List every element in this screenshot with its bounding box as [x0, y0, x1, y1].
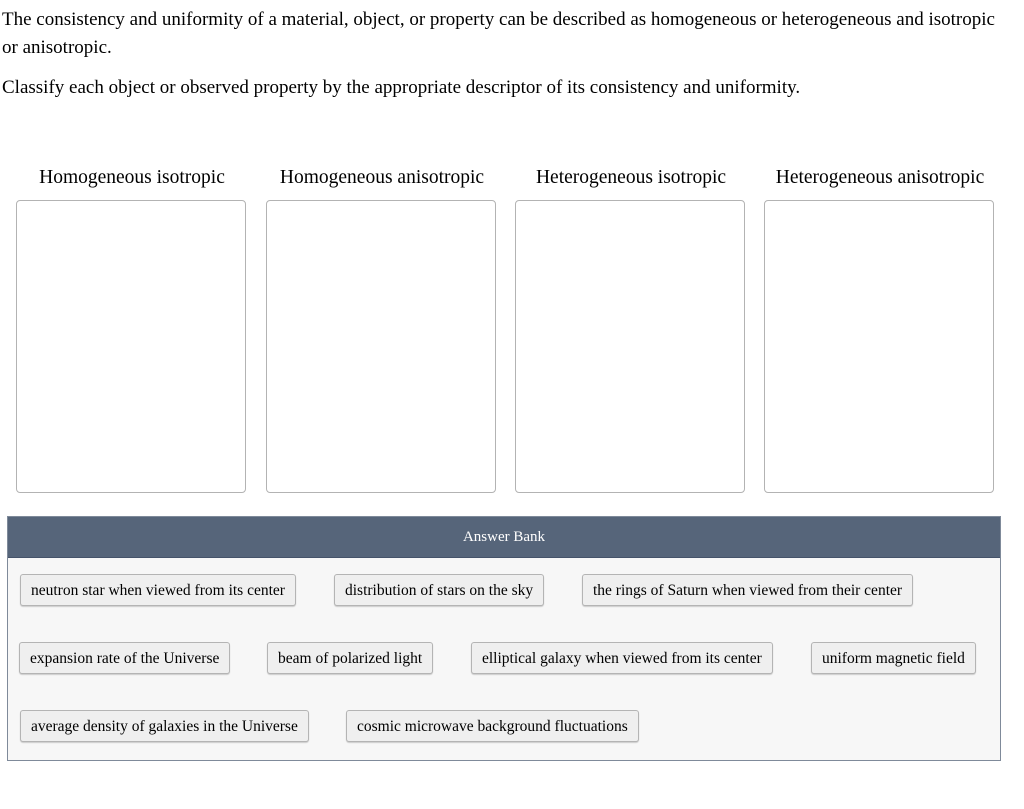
category-label: Heterogeneous anisotropic [775, 167, 985, 188]
answer-chip-elliptical-galaxy[interactable]: elliptical galaxy when viewed from its center [471, 642, 773, 674]
answer-chip-expansion-rate[interactable]: expansion rate of the Universe [19, 642, 230, 674]
category-columns [16, 164, 996, 496]
answer-bank [7, 516, 1001, 761]
drop-zone-homogeneous-isotropic[interactable] [16, 200, 246, 493]
drop-zone-homogeneous-anisotropic[interactable] [266, 200, 496, 493]
question-intro: The consistency and uniformity of a material, object, or property can be described as homogeneous or heterogeneous and isotropic or anisotropic. [2, 9, 995, 58]
answer-chip-saturn-rings[interactable]: the rings of Saturn when viewed from their center [582, 574, 913, 606]
answer-chip-cmb-fluctuations[interactable]: cosmic microwave background fluctuations [346, 710, 639, 742]
category-label: Homogeneous isotropic [39, 167, 225, 188]
category-homogeneous-anisotropic [266, 164, 498, 192]
answer-chip-polarized-light[interactable]: beam of polarized light [267, 642, 433, 674]
answer-chip-neutron-star[interactable]: neutron star when viewed from its center [20, 574, 296, 606]
answer-chip-galaxy-density[interactable]: average density of galaxies in the Universe [20, 710, 309, 742]
answer-chip-magnetic-field[interactable]: uniform magnetic field [811, 642, 976, 674]
answer-bank-title: Answer Bank [8, 517, 1000, 558]
answer-chip-star-distribution[interactable]: distribution of stars on the sky [334, 574, 544, 606]
category-label: Heterogeneous isotropic [535, 167, 727, 188]
category-heterogeneous-anisotropic [764, 164, 996, 192]
question-instruction: Classify each object or observed property by the appropriate descriptor of its consistency and uniformity. [2, 77, 801, 98]
drop-zone-heterogeneous-anisotropic[interactable] [764, 200, 994, 493]
drop-zone-heterogeneous-isotropic[interactable] [515, 200, 745, 493]
category-label: Homogeneous anisotropic [279, 167, 485, 188]
category-heterogeneous-isotropic [515, 164, 747, 192]
category-homogeneous-isotropic [16, 164, 248, 192]
